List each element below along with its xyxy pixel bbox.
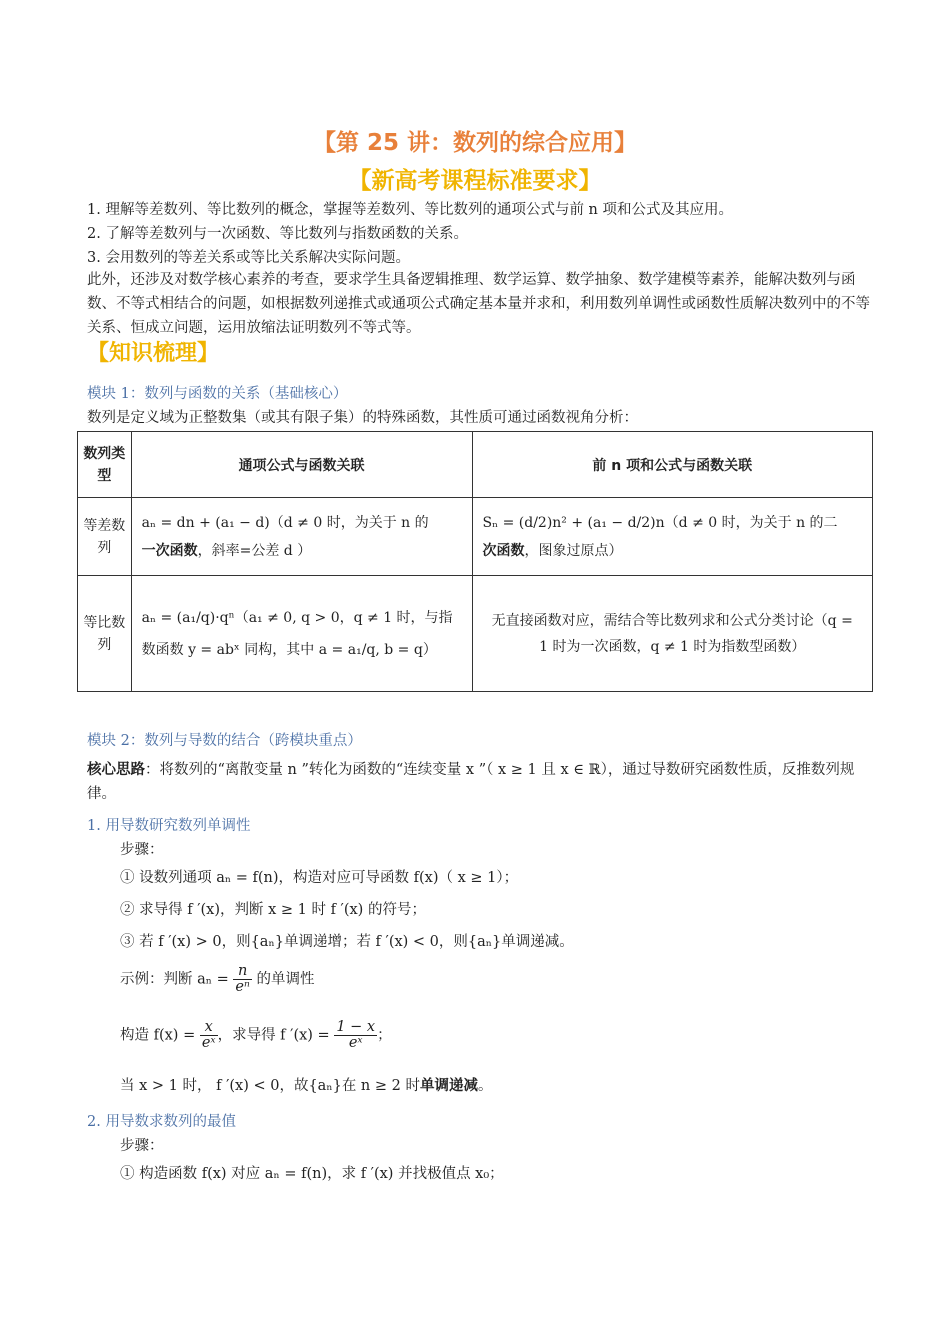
fraction: $\frac{1 - x}{\text{eˣ}}$ — [336, 1019, 376, 1051]
step-2: ② 求导得 f ′(x)，判断 x ≥ 1 时 f ′(x) 的符号； — [120, 902, 426, 918]
formula: aₙ = dn + (a₁ − d) — [141, 514, 270, 531]
page-subtitle: 【新高考课程标准要求】 — [348, 168, 602, 194]
header-type: 数列类型 — [78, 432, 132, 498]
module2-title: 模块 2：数列与导数的结合（跨模块重点） — [87, 733, 362, 749]
knowledge-heading: 【知识梳理】 — [87, 341, 220, 366]
row-sum: 无直接函数对应，需结合等比数列求和公式分类讨论（q = 1 时为一次函数，q ≠ 1 时为指数型函数） — [472, 576, 873, 692]
header-general: 通项公式与函数关联 — [131, 432, 472, 498]
row-type: 等差数列 — [78, 498, 132, 576]
core-label: 核心思路 — [87, 762, 145, 778]
section1-title: 1. 用导数研究数列单调性 — [87, 818, 251, 834]
section2-title: 2. 用导数求数列的最值 — [87, 1114, 236, 1130]
step-3: ③ 若 f ′(x) > 0，则{aₙ}单调递增；若 f ′(x) < 0，则{aₙ}单调递减。 — [120, 934, 574, 950]
row-general: aₙ = dn + (a₁ − d)（d ≠ 0 时，为关于 n 的 一次函数，斜率=公差 d ） — [131, 498, 472, 576]
section2-steps-label: 步骤： — [120, 1138, 164, 1154]
row-sum: Sₙ = (d/2)n² + (a₁ − d/2)n（d ≠ 0 时，为关于 n 的二 次函数，图象过原点） — [472, 498, 873, 576]
function-relation-table — [77, 431, 873, 692]
header-sum: 前 n 项和公式与函数关联 — [472, 432, 873, 498]
row-general: aₙ = (a₁/q)·qⁿ（a₁ ≠ 0, q > 0，q ≠ 1 时，与指 数函数 y = abˣ 同构，其中 a = a₁/q, b = q） — [131, 576, 472, 692]
requirement-2: 2. 了解等差数列与一次函数、等比数列与指数函数的关系。 — [87, 226, 468, 242]
page-title: 【第 25 讲：数列的综合应用】 — [312, 130, 638, 156]
table-row — [78, 576, 873, 692]
requirement-1: 1. 理解等差数列、等比数列的概念，掌握等差数列、等比数列的通项公式与前 n 项和公式及其应用。 — [87, 202, 733, 218]
formula: aₙ = (a₁/q)·qⁿ — [141, 609, 235, 626]
core-idea: 核心思路：将数列的“离散变量 n ”转化为函数的“连续变量 x ”（ x ≥ 1 且 x ∈ ℝ），通过导数研究函数性质，反推数列规律。 — [87, 762, 855, 802]
example-line-3: 当 x > 1 时， f ′(x) < 0，故{aₙ}在 n ≥ 2 时单调递减。 — [120, 1078, 493, 1094]
section1-steps-label: 步骤： — [120, 842, 164, 858]
step-1: ① 构造函数 f(x) 对应 aₙ = f(n)，求 f ′(x) 并找极值点 x₀； — [120, 1166, 504, 1182]
table-header-row — [78, 432, 873, 498]
requirement-3: 3. 会用数列的等差关系或等比关系解决实际问题。 — [87, 250, 410, 266]
formula: Sₙ = (d/2)n² + (a₁ − d/2)n — [482, 514, 665, 531]
fraction: $\frac{x}{\text{eˣ}}$ — [201, 1019, 216, 1051]
module1-title: 模块 1：数列与函数的关系（基础核心） — [87, 386, 348, 402]
example-line-2: 构造 f(x) = $\frac{x}{\text{eˣ}}$ ，求导得 f ′(x) = $\frac{1 - x}{\text{eˣ}}$ ； — [120, 1019, 392, 1051]
intro-paragraph: 此外，还涉及对数学核心素养的考查，要求学生具备逻辑推理、数学运算、数学抽象、数学建模等素养，能解决数列与函数、不等式相结合的问题，如根据数列递推式或通项公式确定基本量并求和，利用数列单调性或函数性质解决数列中的不等关系、恒成立问题，运用放缩法证明数列不等式等。 — [87, 272, 870, 336]
table-row — [78, 498, 873, 576]
example-line-1: 示例：判断 aₙ = $\frac{n}{\text{eⁿ}}$ 的单调性 — [120, 963, 315, 995]
step-1: ① 设数列通项 aₙ = f(n)，构造对应可导函数 f(x)（ x ≥ 1）； — [120, 870, 519, 886]
module1-lead: 数列是定义域为正整数集（或其有限子集）的特殊函数，其性质可通过函数视角分析： — [87, 410, 638, 426]
fraction: $\frac{n}{\text{eⁿ}}$ — [235, 963, 250, 995]
row-type: 等比数列 — [78, 576, 132, 692]
